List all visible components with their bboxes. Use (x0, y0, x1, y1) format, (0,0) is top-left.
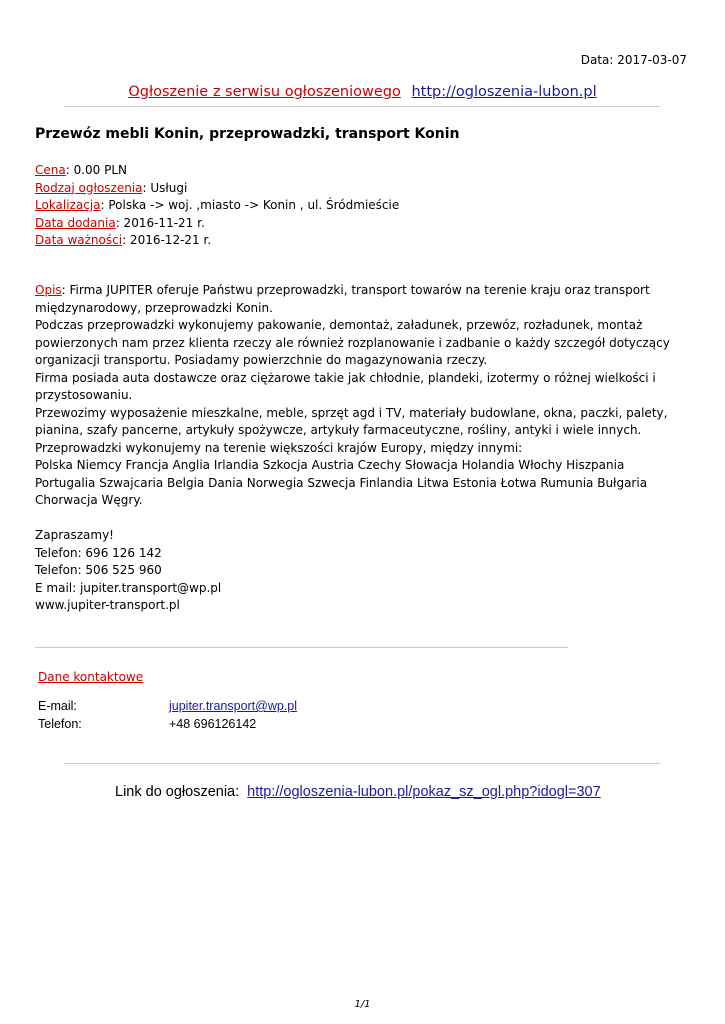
field-price-value: : 0.00 PLN (65, 163, 128, 177)
contact-email-label: E-mail: (38, 699, 77, 713)
field-location (35, 197, 399, 215)
contact-email-link[interactable]: jupiter.transport@wp.pl (169, 699, 298, 713)
footer-divider (64, 763, 660, 764)
field-location-label: Lokalizacja (35, 198, 101, 212)
contact-phone-value: +48 696126142 (169, 717, 257, 731)
description-label: Opis (35, 283, 62, 297)
contact-section-title: Dane kontaktowe (38, 670, 144, 684)
contact-phone-label: Telefon: (38, 717, 82, 731)
field-expiry (35, 232, 399, 250)
description-line: Opis: Firma JUPITER oferuje Państwu przeprowadzki, transport towarów na terenie kraju oraz transport (35, 283, 650, 297)
description-blank-line (35, 510, 695, 528)
contact-divider (35, 647, 568, 648)
site-label: Ogłoszenie z serwisu ogłoszeniowego (128, 84, 401, 100)
listing-description (35, 282, 695, 615)
field-expiry-label: Data ważności (35, 233, 123, 247)
description-line: Podczas przeprowadzki wykonujemy pakowanie, demontaż, załadunek, przewóz, rozładunek, montaż (35, 318, 643, 332)
field-date-added-label: Data dodania (35, 215, 116, 230)
field-category (35, 180, 399, 198)
description-line: międzynarodowy, przeprowadzki Konin. (35, 300, 273, 315)
description-line: powierzonych nam przez klienta rzeczy ale również rozplanowanie i zadbanie o każdy szczegół dotyczący (35, 335, 670, 350)
description-line: Zapraszamy! (35, 528, 114, 542)
field-location-value: : Polska -> woj. ,miasto -> Konin , ul. Śródmieście (100, 198, 400, 212)
site-header (0, 84, 725, 100)
listing-link-row (115, 784, 601, 800)
header-divider (64, 106, 660, 107)
description-line: Przewozimy wyposażenie mieszkalne, meble, sprzęt agd i TV, materiały budowlane, okna, paczki, palety, (35, 405, 668, 420)
description-line: E mail: jupiter.transport@wp.pl (35, 580, 222, 595)
field-date-added-value: : 2016-11-21 r. (115, 215, 205, 230)
print-date: Data: 2017-03-07 (580, 53, 687, 67)
description-line: Przeprowadzki wykonujemy na terenie większości krajów Europy, między innymi: (35, 440, 523, 455)
listing-title: Przewóz mebli Konin, przeprowadzki, transport Konin (35, 126, 460, 142)
field-category-label: Rodzaj ogłoszenia (35, 180, 143, 195)
site-url-link[interactable]: http://ogloszenia-lubon.pl (411, 84, 597, 100)
field-expiry-value: : 2016-12-21 r. (122, 233, 212, 247)
listing-link-url[interactable]: http://ogloszenia-lubon.pl/pokaz_sz_ogl.php?idogl=307 (247, 784, 601, 800)
description-line: Portugalia Szwajcaria Belgia Dania Norwegia Szwecja Finlandia Litwa Estonia Łotwa Rumunia Bułgaria (35, 475, 648, 490)
listing-fields (35, 162, 399, 250)
description-line: przystosowaniu. (35, 388, 133, 402)
description-line: organizacji transportu. Posiadamy powierzchnie do magazynowania rzeczy. (35, 353, 488, 367)
page-number: 1/1 (354, 999, 371, 1010)
description-line: pianina, szafy pancerne, artykuły spożywcze, artykuły farmaceutyczne, rośliny, antyki i wiele innych. (35, 423, 642, 437)
description-line: Chorwacja Węgry. (35, 493, 143, 507)
field-date-added (35, 215, 399, 233)
field-price-label: Cena (35, 163, 66, 177)
listing-link-label: Link do ogłoszenia: (115, 784, 240, 800)
description-line: Telefon: 506 525 960 (35, 563, 162, 577)
description-line: Firma posiada auta dostawcze oraz ciężarowe takie jak chłodnie, plandeki, izotermy o różnej wielkości i (35, 370, 656, 385)
description-line: www.jupiter-transport.pl (35, 598, 180, 612)
field-price (35, 162, 399, 180)
description-line: Telefon: 696 126 142 (35, 545, 162, 560)
field-category-value: : Usługi (142, 180, 188, 195)
description-line: Polska Niemcy Francja Anglia Irlandia Szkocja Austria Czechy Słowacja Holandia Włochy Hiszpania (35, 458, 625, 472)
